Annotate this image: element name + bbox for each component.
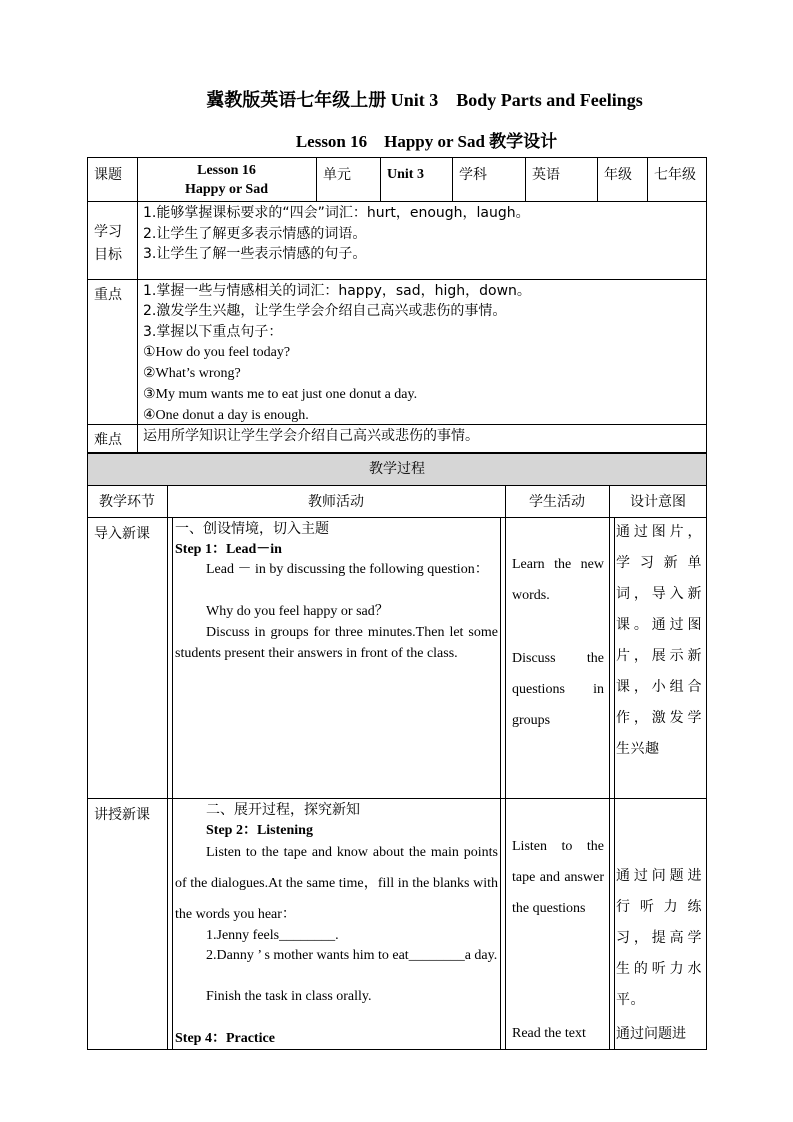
section2-stage: 讲授新课 [94,807,150,823]
section1-intent: 通过图片，学习新单词，导入新课。通过图片，展示新课，小组合作，激发学生兴趣 [616,524,702,757]
section2-heading: 二、展开过程，探究新知 [206,802,360,818]
objective-item: 1.能够掌握课标要求的“四会”词汇：hurt，enough，laugh。 [143,205,530,221]
section1-para2: Discuss in groups for three minutes.Then let some students present their answers in front of the class. [175,625,498,661]
column-student: 学生活动 [529,494,585,510]
section2-blank1: 1.Jenny feels________. [206,928,339,943]
key-point-item: 2.激发学生兴趣，让学生学会介绍自己高兴或悲伤的事情。 [143,303,507,319]
column-teacher: 教师活动 [308,494,364,510]
section1-student-2: Discuss the questions in groups [512,651,604,728]
section2-finish: Finish the task in class orally. [206,989,372,1004]
key-point-item: 1.掌握一些与情感相关的词汇：happy，sad，high，down。 [143,283,531,299]
section1-para1: Lead － in by discussing the following question： [206,562,489,577]
section2-blank2: 2.Danny ’ s mother wants him to eat________a day. [206,948,498,963]
section2-step4: Step 4：Practice [175,1031,275,1046]
column-stage: 教学环节 [99,494,155,510]
section1-student-1: Learn the new words. [512,557,604,603]
unit-value: Unit 3 [387,167,424,182]
key-sentence: ④One donut a day is enough. [143,408,309,423]
section2-student-2: Read the text [512,1026,586,1041]
document-subtitle: Lesson 16 Happy or Sad 教学设计 [295,132,558,151]
section2-step: Step 2：Listening [206,823,313,838]
document-title: 冀教版英语七年级上册 Unit 3 Body Parts and Feelings [206,90,643,110]
lesson-title-line2: Happy or Sad [185,182,268,197]
grade-label: 年级 [604,167,632,183]
grade-value: 七年级 [654,167,696,183]
key-sentence: ①How do you feel today? [143,345,291,360]
section1-heading: 一、创设情境，切入主题 [175,521,329,537]
subject-label: 学科 [459,167,487,183]
section2-student-1: Listen to the tape and answer the questions [512,839,604,916]
section1-step: Step 1：Lead－in [175,542,282,557]
objectives-label-line1: 学习 [94,224,122,240]
topic-label: 课题 [94,167,122,183]
section2-intent-1: 通过问题进行听力练习，提高学生的听力水平。 [616,868,702,1008]
objective-item: 2.让学生了解更多表示情感的词语。 [143,226,367,242]
objectives-label-line2: 目标 [94,247,122,263]
unit-label: 单元 [323,167,351,183]
key-sentence: ③My mum wants me to eat just one donut a day. [143,387,418,402]
key-sentence: ②What’s wrong? [143,366,241,381]
subject-value: 英语 [532,167,560,183]
lesson-title-line1: Lesson 16 [197,163,256,178]
section1-stage: 导入新课 [94,526,150,542]
key-points-label: 重点 [94,287,122,303]
difficulty-text: 运用所学知识让学生学会介绍自己高兴或悲伤的事情。 [143,428,479,444]
key-point-item: 3.掌握以下重点句子： [143,324,283,340]
process-header: 教学过程 [369,461,425,477]
section1-question: Why do you feel happy or sad？ [206,604,389,619]
column-intent: 设计意图 [630,494,686,510]
section2-para1: Listen to the tape and know about the main points of the dialogues.At the same time，fill in the blanks with the words you hear： [175,845,498,922]
section2-intent-2: 通过问题进 [616,1026,686,1042]
difficulty-label: 难点 [94,432,122,448]
objective-item: 3.让学生了解一些表示情感的句子。 [143,246,367,262]
